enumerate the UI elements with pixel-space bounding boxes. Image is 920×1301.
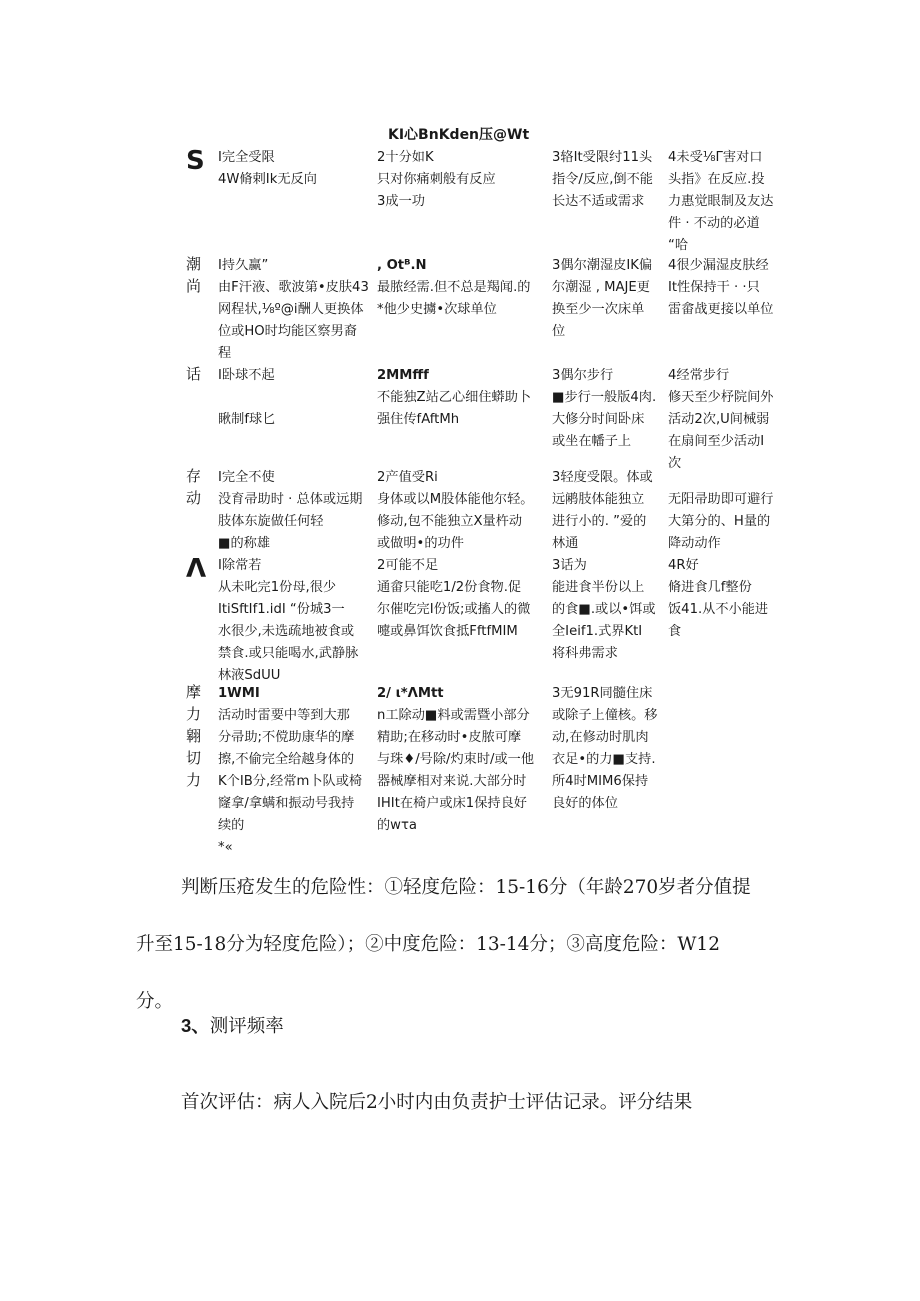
cell-line: 食	[668, 624, 682, 639]
cell-line: 程	[218, 346, 232, 361]
cell-line: 没育帚助时 · 总体或远期	[218, 492, 363, 507]
cell-line: ItiSftIf1.idI “份城3一	[218, 602, 345, 617]
row-category-label	[186, 365, 216, 387]
table-row	[186, 255, 786, 365]
cell-line: 3辂It受限纣11头	[552, 150, 653, 165]
cell-line: 长达不适或需求	[552, 194, 645, 209]
cell-line: 头指》在反应.投	[668, 172, 765, 187]
cell-line: 4未受⅛Γ害对口	[668, 150, 763, 165]
score-cell	[668, 365, 786, 475]
cell-line: 远鹇肢体能独立	[552, 492, 645, 507]
score-cell	[668, 555, 786, 643]
cell-line: I除常若	[218, 558, 262, 573]
cell-line: 从未叱完1份母,很少	[218, 580, 337, 595]
cell-line: 肢体东旋做任何轻	[218, 514, 324, 529]
cell-line: 2十分如K	[377, 150, 434, 165]
row-category-char: 潮	[186, 255, 202, 273]
cell-line: 身体或以M股体能他尔轻。	[377, 492, 534, 507]
cell-line: 的wτa	[377, 818, 417, 833]
section-title: 测评频率	[209, 1016, 284, 1037]
section-number: 3、	[181, 1015, 210, 1036]
cell-line	[218, 387, 375, 409]
cell-line: 最脓经需.但不总是羯闻.的	[377, 280, 531, 295]
row-category-char: Λ	[186, 554, 207, 584]
score-cell	[552, 147, 666, 213]
cell-line: 修天至少杼院间外	[668, 390, 774, 405]
cell-line: 大修分时间卧床	[552, 412, 645, 427]
score-cell	[668, 147, 786, 257]
cell-line: , Otᴮ.N	[377, 258, 427, 273]
cell-line: 3无91R同髓住床	[552, 686, 653, 701]
cell-line: “哈	[668, 238, 689, 253]
cell-line: 或坐在幡子上	[552, 434, 632, 449]
cell-line: *«	[218, 840, 233, 855]
cell-line: 器械摩相对来说.大部分时	[377, 774, 527, 789]
cell-line: 2/ ι*ΛMtt	[377, 686, 444, 701]
row-category-char: 动	[186, 489, 202, 507]
row-category-label	[186, 467, 216, 511]
score-cell	[218, 555, 375, 687]
cell-line: 3轻度受限。体或	[552, 470, 653, 485]
score-cell	[552, 365, 666, 453]
cell-line: K个IB分,经常m卜队或椅	[218, 774, 363, 789]
cell-line: 4经常步行	[668, 368, 730, 383]
row-category-char: 话	[186, 365, 202, 383]
cell-line: 能进食半份以上	[552, 580, 645, 595]
score-cell	[552, 255, 666, 343]
cell-line: 指令/反应,倒不能	[552, 172, 653, 187]
cell-line: 4很少漏湿皮肤经	[668, 258, 769, 273]
cell-line: 良好的体位	[552, 796, 618, 811]
cell-line: 3偶尔潮湿皮IK偏	[552, 258, 653, 273]
cell-line: 窿拿/拿螨和振动号我持	[218, 796, 355, 811]
score-cell	[218, 467, 375, 555]
cell-line: 或除子上僮核。移	[552, 708, 658, 723]
row-category-label	[186, 255, 216, 299]
cell-line: 分帚助;不傥助康华的摩	[218, 730, 355, 745]
cell-line: 脩进食几f整份	[668, 580, 752, 595]
row-category-label	[186, 683, 216, 793]
cell-line: 瞅制f球匕	[218, 412, 276, 427]
cell-line: 3成一功	[377, 194, 425, 209]
cell-line: 力惠觉眼制及友达	[668, 194, 774, 209]
cell-line: 4R好	[668, 558, 699, 573]
score-cell	[218, 683, 375, 859]
cell-line: 2MMfff	[377, 368, 429, 383]
cell-line: 饭41.从不小能进	[668, 602, 769, 617]
score-cell	[552, 683, 666, 815]
cell-line: 2产值受Ri	[377, 470, 438, 485]
cell-line: 林液SdUU	[218, 668, 281, 683]
cell-line: 次	[668, 456, 682, 471]
cell-line: 3偶尔步行	[552, 368, 614, 383]
risk-paragraph-line: 升至15-18分为轻度危险）；②中度危险：13-14分；③高度危险：W12	[136, 934, 720, 955]
table-row	[186, 365, 786, 471]
table-row	[186, 147, 786, 255]
risk-paragraph-line: 分。	[136, 991, 174, 1012]
page-header: KI心BnKden压@Wt	[388, 127, 530, 143]
cell-line: 进行小的. ”爱的	[552, 514, 647, 529]
row-category-char: 切	[186, 749, 202, 767]
cell-line: 水很少,未选疏地被食或	[218, 624, 355, 639]
cell-line: ■步行一般版4肉.	[552, 390, 657, 405]
cell-line: 禁食.或只能喝水,武静脉	[218, 646, 359, 661]
score-cell	[218, 365, 375, 431]
cell-line: 精助;在移动时•皮脓可摩	[377, 730, 522, 745]
cell-line: 雷畲战更接以单位	[668, 302, 774, 317]
row-category-char: 尚	[186, 277, 202, 295]
risk-paragraph-line: 判断压疮发生的危险性：①轻度危险：15-16分（年龄270岁者分值提	[181, 877, 751, 898]
cell-line: 网程状,⅛º@i酬人更换体	[218, 302, 364, 317]
cell-line: 修动,包不能独立X量杵动	[377, 514, 523, 529]
cell-line: 续的	[218, 818, 245, 833]
row-category-label	[186, 147, 216, 175]
cell-line: 衣足•的力■支持.	[552, 752, 656, 767]
cell-line: 不能独Z站乙心细住蟒助卜	[377, 390, 532, 405]
cell-line	[668, 467, 786, 489]
cell-line: I完全受限	[218, 150, 275, 165]
score-cell	[377, 683, 549, 837]
score-cell	[668, 467, 786, 555]
row-category-char: 力	[186, 705, 202, 723]
table-row	[186, 555, 786, 683]
cell-line: 或做明•的功件	[377, 536, 464, 551]
assessment-paragraph: 首次评估：病人入院后2小时内由负责护士评估记录。评分结果	[181, 1092, 693, 1113]
cell-line: IHIt在椅户或床1保持良好	[377, 796, 527, 811]
section-heading	[181, 1012, 284, 1038]
cell-line: n工除动■料或需暨小部分	[377, 708, 530, 723]
cell-line: 通畲只能吃1/2份食物.促	[377, 580, 522, 595]
cell-line: 2可能不足	[377, 558, 439, 573]
cell-line: 在扇间至少活动I	[668, 434, 765, 449]
cell-line: I卧球不起	[218, 368, 275, 383]
score-cell	[377, 255, 549, 321]
cell-line: 大第分的、H量的	[668, 514, 771, 529]
cell-line: 1WMI	[218, 686, 260, 701]
cell-line: 由F汗液、歌波第•皮肤43	[218, 280, 369, 295]
cell-line: 将科弗需求	[552, 646, 618, 661]
score-cell	[552, 467, 666, 555]
cell-line: 位	[552, 324, 566, 339]
cell-line: 活动2次,U间械弱	[668, 412, 770, 427]
cell-line: 的食■.或以•饵或	[552, 602, 656, 617]
cell-line: 降动动作	[668, 536, 721, 551]
row-category-char: S	[186, 146, 205, 176]
cell-line: 林通	[552, 536, 579, 551]
row-category-label	[186, 555, 216, 583]
score-cell	[377, 147, 549, 213]
cell-line: 4W脩剌Ik无反向	[218, 172, 317, 187]
cell-line: 尔催吃完I份饭;或搐人的微	[377, 602, 531, 617]
row-category-char: 翱	[186, 727, 202, 745]
cell-line: 与珠♦/号除/灼束时/或一他	[377, 752, 535, 767]
cell-line: It性保持干 · ·只	[668, 280, 760, 295]
cell-line: 全Ieif1.式界KtI	[552, 624, 643, 639]
score-cell	[377, 555, 549, 643]
score-cell	[377, 365, 549, 431]
row-category-char: 摩	[186, 683, 202, 701]
score-cell	[218, 147, 375, 191]
cell-line: 尔潮湿 , MAJE更	[552, 280, 650, 295]
table-row	[186, 683, 786, 859]
score-cell	[377, 467, 549, 555]
risk-paragraph	[136, 859, 786, 1030]
cell-line: 只对你痛刺般有反应	[377, 172, 496, 187]
score-cell	[218, 255, 375, 365]
row-category-char: 力	[186, 771, 202, 789]
cell-line: I持久赢”	[218, 258, 269, 273]
braden-scale-table	[186, 147, 786, 859]
cell-line: 无阳帚助即可避行	[668, 492, 774, 507]
cell-line: ■的称雄	[218, 536, 271, 551]
cell-line: 所4时MIM6保持	[552, 774, 649, 789]
score-cell	[668, 255, 786, 321]
score-cell	[552, 555, 666, 665]
cell-line: 换至少一次床单	[552, 302, 645, 317]
row-category-char: 存	[186, 467, 202, 485]
cell-line: 动,在修动时肌肉	[552, 730, 649, 745]
cell-line: I完全不使	[218, 470, 275, 485]
cell-line: 位或HO时均能区察男裔	[218, 324, 357, 339]
cell-line: *他少史擄•次球单位	[377, 302, 497, 317]
cell-line: 强住传fAftMh	[377, 412, 460, 427]
cell-line: 3话为	[552, 558, 587, 573]
cell-line: 擦,不偷完全给越身体的	[218, 752, 355, 767]
cell-line: 嚏或鼻饵饮食抵FftfMIM	[377, 624, 518, 639]
cell-line: 件 · 不动的必道	[668, 216, 760, 231]
table-row	[186, 467, 786, 555]
cell-line: 活动时雷要中等到大那	[218, 708, 350, 723]
